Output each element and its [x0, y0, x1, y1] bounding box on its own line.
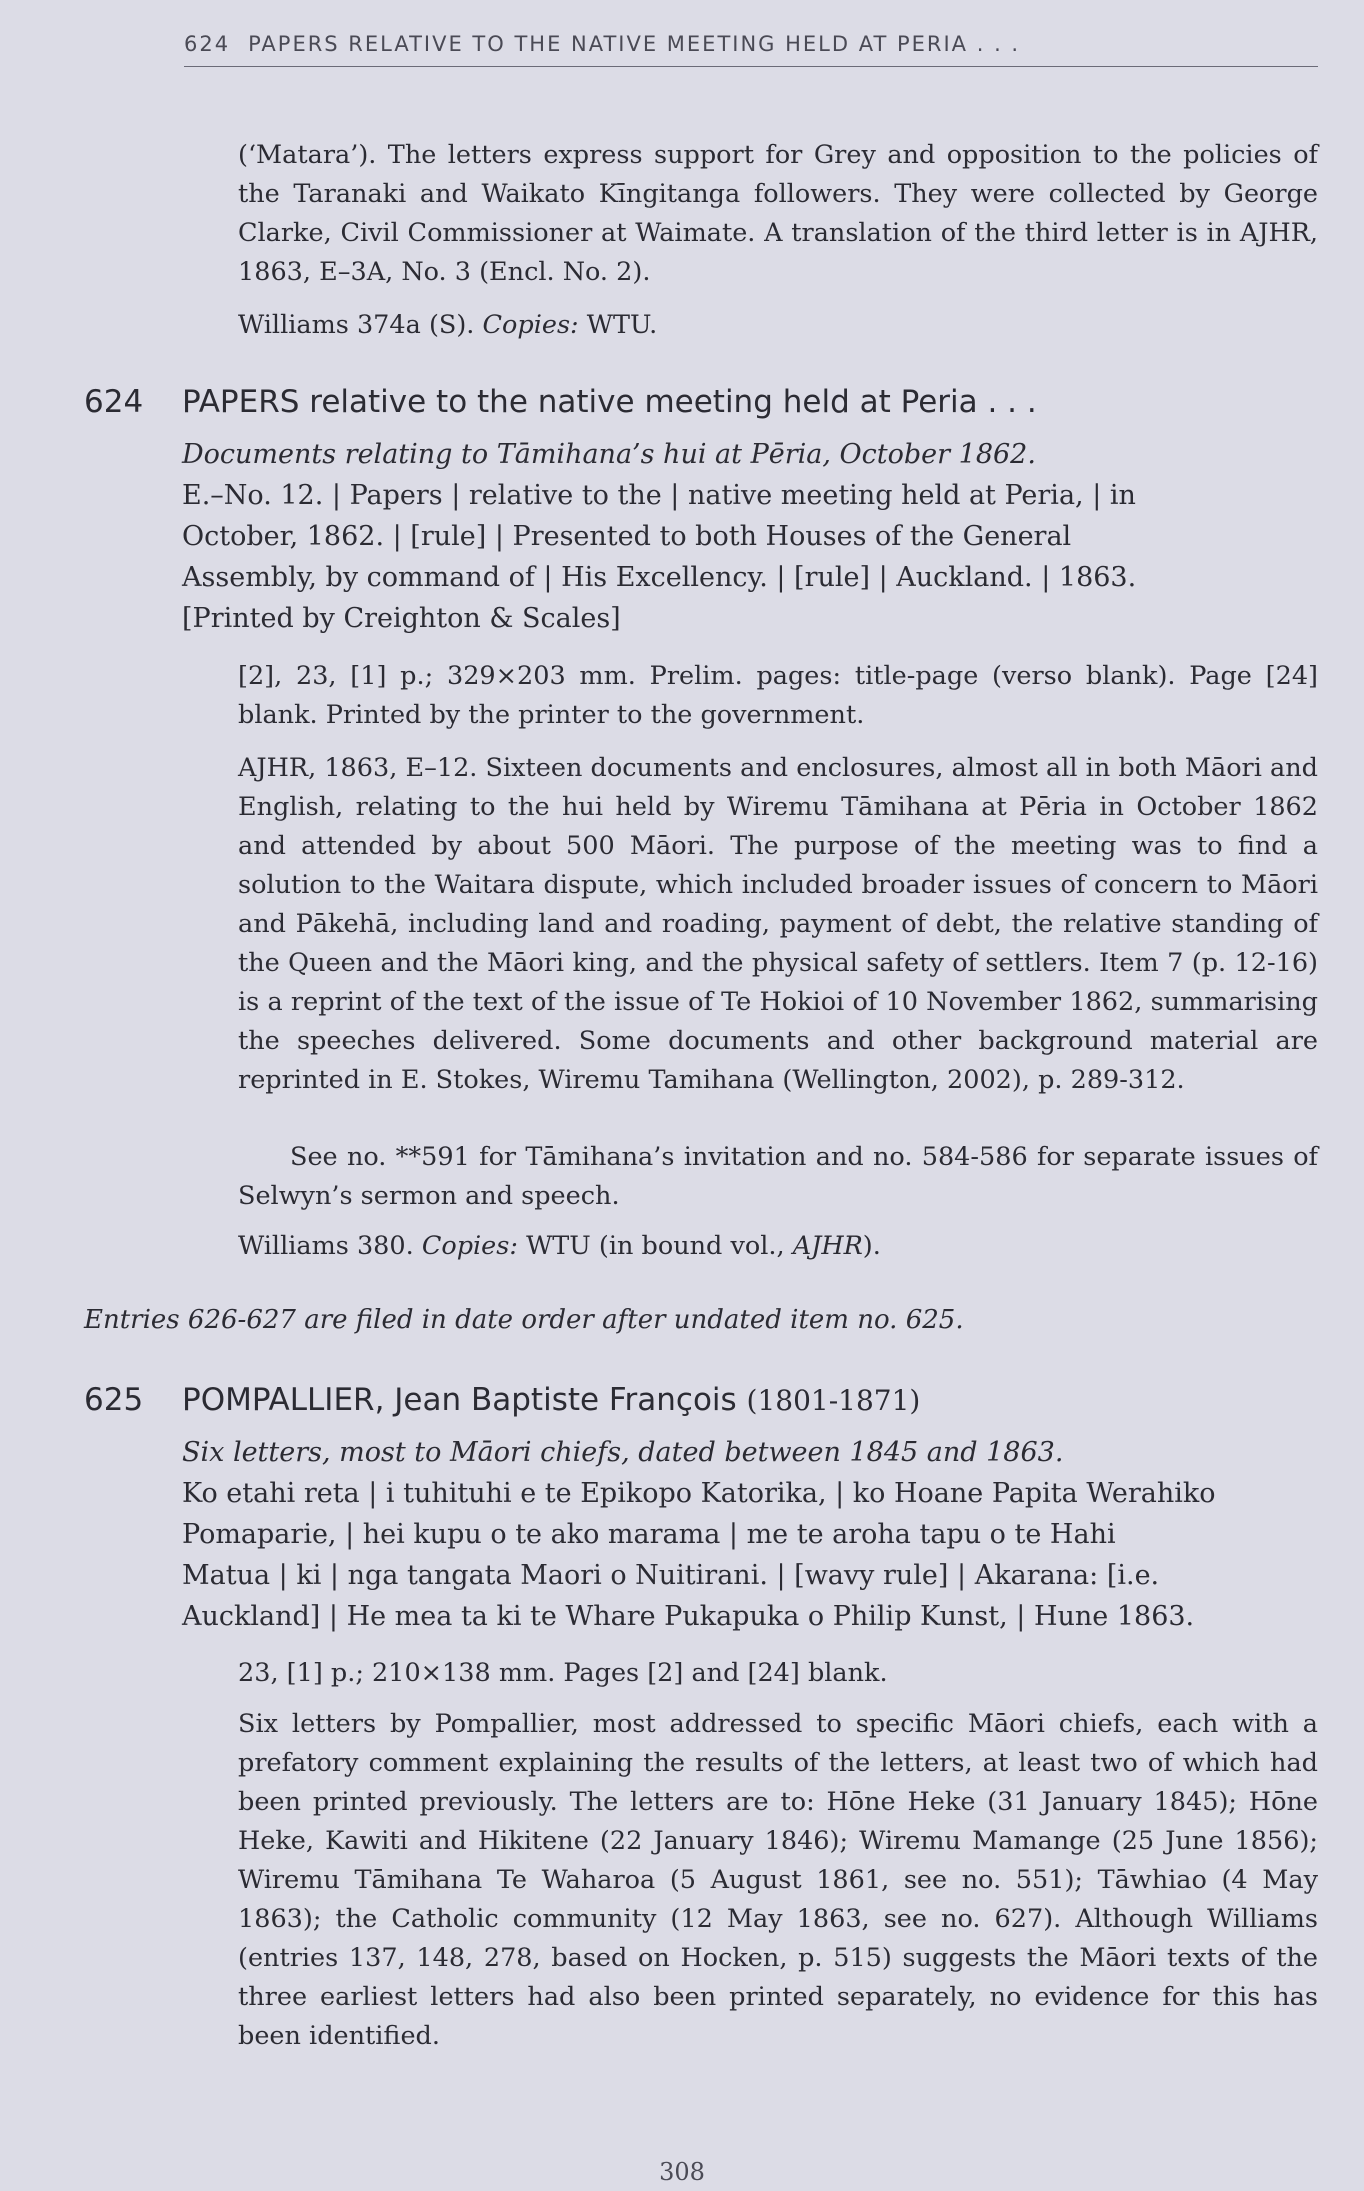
copies-location: WTU (in bound vol.,: [517, 1231, 793, 1261]
entry-625-dates: (1801-1871): [746, 1384, 921, 1417]
entry-624-number: 624: [84, 384, 144, 420]
reference-text: Williams 380.: [238, 1231, 422, 1261]
running-head-page-number: 624: [184, 32, 231, 56]
continued-entry-reference: [238, 306, 1318, 345]
entry-624-subtitle: Documents relating to Tāmihana’s hui at Pēria, October 1862.: [182, 439, 1036, 470]
continued-entry-paragraph: (‘Matara’). The letters express support for Grey and opposition to the policies of the Taranaki and Waikato Kīngitanga followers. They were collected by George Clarke, Civil Commissioner at Waimate. A translation of the third letter is in AJHR, 1863, E–3A, No. 3 (Encl. No. 2).: [238, 140, 1318, 287]
entry-624-collation: [2], 23, [1] p.; 329×203 mm. Prelim. pages: title-page (verso blank). Page [24] blank. Printed by the printer to the government.: [238, 661, 1318, 730]
folio-page-number: 308: [659, 2158, 705, 2186]
running-head: [184, 32, 1318, 67]
entry-625-heading-row: [182, 1382, 1322, 1418]
copies-label: Copies:: [482, 310, 579, 340]
entry-624-imprint-line-1: E.–No. 12. | Papers | relative to the | native meeting held at Peria, | in: [182, 480, 1136, 511]
copies-label: Copies:: [421, 1231, 518, 1261]
entry-625-imprint-line-4: Auckland] | He mea ta ki te Whare Pukapuka o Philip Kunst, | Hune 1863.: [182, 1601, 1195, 1632]
entry-625-description: Six letters by Pompallier, most addressed to specific Māori chiefs, each with a prefatory comment explaining the results of the letters, at least two of which had been printed previously. The letters are to: Hōne Heke (31 January 1845); Hōne Heke, Kawiti and Hikitene (22 January 1846); Wiremu Mamange (25 June 1856); Wiremu Tāmihana Te Waharoa (5 August 1861, see no. 551); Tāwhiao (4 May 1863); the Catholic community (12 May 1863, see no. 627). Although Williams (entries 137, 148, 278, based on Hocken, p. 515) suggests the Māori texts of the three earliest letters had also been printed separately, no evidence for this has been identified.: [238, 1709, 1318, 2051]
entry-624-imprint-line-3: Assembly, by command of | His Excellency. | [rule] | Auckland. | 1863.: [182, 562, 1137, 593]
copies-end: ).: [862, 1231, 881, 1261]
entry-625-number: 625: [84, 1382, 144, 1418]
entry-625-imprint-line-3: Matua | ki | nga tangata Maori o Nuitirani. | [wavy rule] | Akarana: [i.e.: [182, 1560, 1160, 1591]
filing-note: Entries 626-627 are filed in date order after undated item no. 625.: [84, 1305, 964, 1335]
entry-624-heading: PAPERS relative to the native meeting held at Peria . . .: [182, 384, 1037, 420]
entry-624-description: AJHR, 1863, E–12. Sixteen documents and enclosures, almost all in both Māori and English, relating to the hui held by Wiremu Tāmihana at Pēria in October 1862 and attended by about 500 Māori. The purpose of the meeting was to find a solution to the Waitara dispute, which included broader issues of concern to Māori and Pākehā, including land and roading, payment of debt, the relative standing of the Queen and the Māori king, and the physical safety of settlers. Item 7 (p. 12-16) is a reprint of the text of the issue of Te Hokioi of 10 November 1862, summarising the speeches delivered. Some documents and other background material are reprinted in E. Stokes, Wiremu Tamihana (Wellington, 2002), p. 289-312.: [238, 753, 1318, 1095]
entry-625-heading: POMPALLIER, Jean Baptiste François: [182, 1382, 737, 1418]
entry-624-see-also: See no. **591 for Tāmihana’s invitation and no. 584-586 for separate issues of Selwyn’s sermon and speech.: [238, 1142, 1318, 1211]
copies-location: WTU.: [578, 310, 658, 340]
entry-624-imprint-line-2: October, 1862. | [rule] | Presented to both Houses of the General: [182, 521, 1072, 552]
entry-625-imprint-line-2: Pomaparie, | hei kupu o te ako marama | me te aroha tapu o te Hahi: [182, 1519, 1116, 1550]
entry-625-subtitle: Six letters, most to Māori chiefs, dated between 1845 and 1863.: [182, 1437, 1064, 1468]
entry-625-imprint-line-1: Ko etahi reta | i tuhituhi e te Epikopo Katorika, | ko Hoane Papita Werahiko: [182, 1478, 1216, 1509]
entry-624-reference: [238, 1227, 1318, 1266]
entry-625-collation: 23, [1] p.; 210×138 mm. Pages [2] and [24] blank.: [238, 1658, 888, 1688]
copies-italic-title: AJHR: [792, 1231, 863, 1261]
entry-624-imprint-line-4: [Printed by Creighton & Scales]: [182, 603, 621, 634]
reference-text: Williams 374a (S).: [238, 310, 483, 340]
running-head-title: PAPERS RELATIVE TO THE NATIVE MEETING HELD AT PERIA . . .: [248, 32, 1021, 56]
